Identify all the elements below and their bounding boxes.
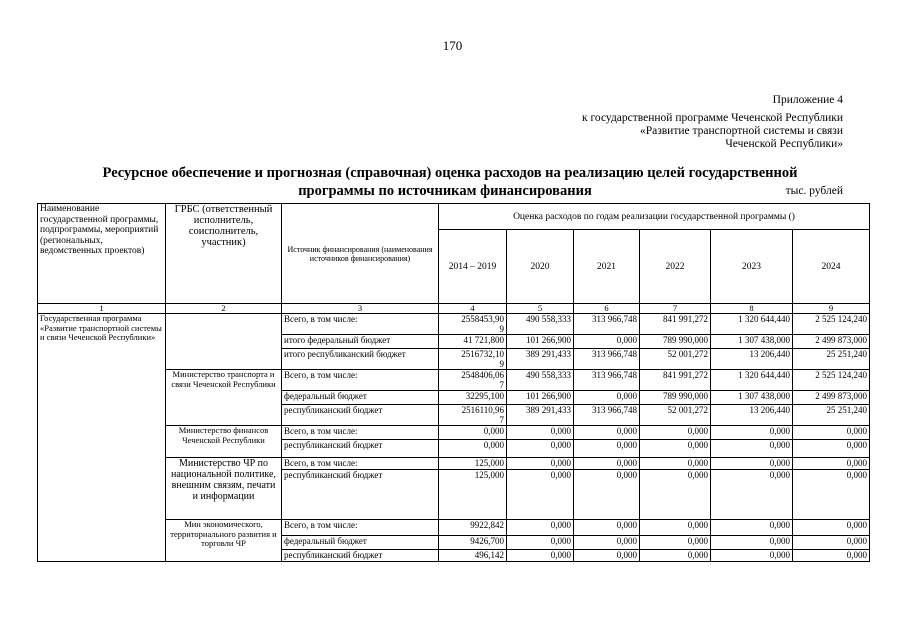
- source-cell: федеральный бюджет: [282, 391, 439, 405]
- column-number: 3: [282, 304, 439, 314]
- executor-cell: [166, 314, 282, 370]
- document-title-line-2: программы по источникам финансирования: [298, 183, 592, 199]
- value-cell: 1 307 438,000: [711, 335, 793, 349]
- value-cell: 52 001,272: [640, 349, 711, 370]
- value-cell: 1 320 644,440: [711, 370, 793, 391]
- value-cell: 0,000: [507, 520, 574, 536]
- appendix-label: Приложение 4: [772, 94, 843, 106]
- executor-cell: Мин экономического, территориального развития и торговли ЧР: [166, 520, 282, 562]
- program-ref-line: Чеченской Республики»: [725, 138, 843, 150]
- value-cell: 41 721,800: [439, 335, 507, 349]
- source-cell: республиканский бюджет: [282, 470, 439, 520]
- value-cell: 0,000: [507, 536, 574, 550]
- column-number: 8: [711, 304, 793, 314]
- source-cell: республиканский бюджет: [282, 550, 439, 562]
- value-cell: 0,000: [711, 458, 793, 470]
- value-cell: 0,000: [640, 520, 711, 536]
- source-cell: республиканский бюджет: [282, 405, 439, 426]
- value-cell: 125,000: [439, 458, 507, 470]
- value-cell: 0,000: [574, 458, 640, 470]
- value-cell: 0,000: [574, 550, 640, 562]
- value-cell: 0,000: [793, 440, 870, 458]
- column-number: 2: [166, 304, 282, 314]
- header-year: 2023: [711, 230, 793, 304]
- value-cell: 0,000: [507, 440, 574, 458]
- value-cell: 101 266,900: [507, 391, 574, 405]
- value-cell: 0,000: [507, 550, 574, 562]
- program-ref-line: «Развитие транспортной системы и связи: [639, 125, 843, 137]
- value-cell: 0,000: [711, 536, 793, 550]
- column-number: 9: [793, 304, 870, 314]
- source-cell: республиканский бюджет: [282, 440, 439, 458]
- value-cell: 32295,100: [439, 391, 507, 405]
- value-cell: 125,000: [439, 470, 507, 520]
- value-cell: 2 525 124,240: [793, 314, 870, 335]
- source-cell: Всего, в том числе:: [282, 458, 439, 470]
- page-number: 170: [442, 38, 463, 53]
- executor-cell: Министерство транспорта и связи Чеченской Республики: [166, 370, 282, 426]
- value-cell: 496,142: [439, 550, 507, 562]
- value-cell: 13 206,440: [711, 349, 793, 370]
- value-cell: 0,000: [711, 520, 793, 536]
- header-grbs: ГРБС (ответственный исполнитель, соисполнитель, участник): [166, 204, 282, 304]
- value-cell: 490 558,333: [507, 370, 574, 391]
- value-cell: 0,000: [711, 426, 793, 440]
- value-cell: 789 990,000: [640, 391, 711, 405]
- value-cell: 2516732,10 9: [439, 349, 507, 370]
- header-year: 2022: [640, 230, 711, 304]
- table-row: [38, 314, 870, 335]
- value-cell: 0,000: [640, 440, 711, 458]
- value-cell: 0,000: [640, 536, 711, 550]
- value-cell: 25 251,240: [793, 349, 870, 370]
- header-year: 2014 – 2019: [439, 230, 507, 304]
- value-cell: 0,000: [793, 426, 870, 440]
- finance-table: [37, 203, 870, 562]
- column-number: 5: [507, 304, 574, 314]
- value-cell: 0,000: [711, 440, 793, 458]
- value-cell: 0,000: [507, 458, 574, 470]
- document-title-line-1: Ресурсное обеспечение и прогнозная (справочная) оценка расходов на реализацию целей государственной: [102, 165, 798, 181]
- value-cell: 13 206,440: [711, 405, 793, 426]
- value-cell: 0,000: [574, 470, 640, 520]
- value-cell: 0,000: [640, 550, 711, 562]
- value-cell: 0,000: [640, 426, 711, 440]
- value-cell: 389 291,433: [507, 405, 574, 426]
- value-cell: 2558453,90 9: [439, 314, 507, 335]
- executor-cell: Министерство ЧР по национальной политике, внешним связям, печати и информации: [166, 458, 282, 520]
- value-cell: 0,000: [574, 536, 640, 550]
- value-cell: 2548406,06 7: [439, 370, 507, 391]
- value-cell: 2 499 873,000: [793, 335, 870, 349]
- value-cell: 9922,842: [439, 520, 507, 536]
- source-cell: итого федеральный бюджет: [282, 335, 439, 349]
- program-name-cell: Государственная программа «Развитие транспортной системы и связи Чеченской Республики»: [38, 314, 166, 562]
- value-cell: 389 291,433: [507, 349, 574, 370]
- header-year: 2021: [574, 230, 640, 304]
- column-number: 6: [574, 304, 640, 314]
- units-label: тыс. рублей: [785, 185, 843, 197]
- value-cell: 1 320 644,440: [711, 314, 793, 335]
- value-cell: 2 525 124,240: [793, 370, 870, 391]
- program-reference: [582, 112, 843, 151]
- value-cell: 0,000: [574, 335, 640, 349]
- value-cell: 52 001,272: [640, 405, 711, 426]
- value-cell: 313 966,748: [574, 370, 640, 391]
- value-cell: 789 990,000: [640, 335, 711, 349]
- value-cell: 0,000: [574, 440, 640, 458]
- value-cell: 25 251,240: [793, 405, 870, 426]
- value-cell: 0,000: [439, 426, 507, 440]
- column-number: 1: [38, 304, 166, 314]
- source-cell: итого республиканский бюджет: [282, 349, 439, 370]
- value-cell: 313 966,748: [574, 314, 640, 335]
- source-cell: Всего, в том числе:: [282, 520, 439, 536]
- header-year: 2020: [507, 230, 574, 304]
- value-cell: 0,000: [793, 536, 870, 550]
- header-year: 2024: [793, 230, 870, 304]
- column-number: 7: [640, 304, 711, 314]
- column-number: 4: [439, 304, 507, 314]
- value-cell: 0,000: [439, 440, 507, 458]
- source-cell: Всего, в том числе:: [282, 426, 439, 440]
- value-cell: 0,000: [793, 520, 870, 536]
- value-cell: 0,000: [574, 391, 640, 405]
- value-cell: 0,000: [793, 470, 870, 520]
- value-cell: 313 966,748: [574, 349, 640, 370]
- value-cell: 841 991,272: [640, 370, 711, 391]
- source-cell: Всего, в том числе:: [282, 314, 439, 335]
- table-body: [38, 314, 870, 562]
- value-cell: 0,000: [793, 550, 870, 562]
- header-name: Наименование государственной программы, подпрограммы, мероприятий (региональных, ведомственных проектов): [38, 204, 166, 304]
- value-cell: 313 966,748: [574, 405, 640, 426]
- executor-cell: Министерство финансов Чеченской Республики: [166, 426, 282, 458]
- value-cell: 2516110,96 7: [439, 405, 507, 426]
- value-cell: 0,000: [793, 458, 870, 470]
- header-source: Источник финансирования (наименования источников финансирования): [282, 204, 439, 304]
- value-cell: 0,000: [507, 470, 574, 520]
- value-cell: 2 499 873,000: [793, 391, 870, 405]
- value-cell: 490 558,333: [507, 314, 574, 335]
- value-cell: 0,000: [507, 426, 574, 440]
- value-cell: 0,000: [640, 470, 711, 520]
- value-cell: 0,000: [574, 426, 640, 440]
- value-cell: 0,000: [640, 458, 711, 470]
- program-ref-line: к государственной программе Чеченской Республики: [582, 112, 843, 124]
- value-cell: 101 266,900: [507, 335, 574, 349]
- value-cell: 0,000: [574, 520, 640, 536]
- value-cell: 0,000: [711, 550, 793, 562]
- value-cell: 0,000: [711, 470, 793, 520]
- header-estimate: Оценка расходов по годам реализации государственной программы (): [439, 204, 870, 230]
- value-cell: 841 991,272: [640, 314, 711, 335]
- source-cell: Всего, в том числе:: [282, 370, 439, 391]
- value-cell: 1 307 438,000: [711, 391, 793, 405]
- value-cell: 9426,700: [439, 536, 507, 550]
- source-cell: федеральный бюджет: [282, 536, 439, 550]
- column-number-row: [38, 304, 870, 314]
